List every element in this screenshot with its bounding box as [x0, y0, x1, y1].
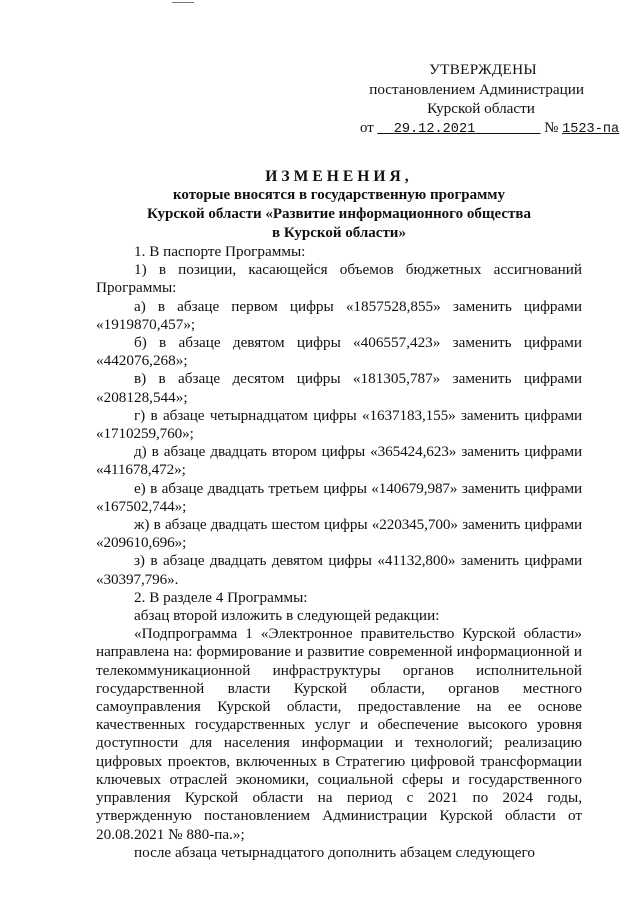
date-prefix: от	[360, 119, 374, 136]
title-line-3: в Курской области»	[272, 225, 406, 241]
paragraph-8: е) в абзаце двадцать третьем цифры «140679,987» заменить цифрами «167502,744»;	[96, 479, 582, 515]
paragraph-9: ж) в абзаце двадцать шестом цифры «220345,700» заменить цифрами «209610,696»;	[96, 516, 582, 552]
approval-block	[360, 60, 620, 139]
approved-by-line: постановлением Администрации	[369, 80, 584, 98]
paragraph-14: после абзаца четырнадцатого дополнить абзацем следующего	[134, 843, 535, 861]
approval-number: 1523-па	[562, 121, 620, 137]
paragraph-3: а) в абзаце первом цифры «1857528,855» заменить цифрами «1919870,457»;	[96, 297, 582, 333]
paragraph-4: б) в абзаце девятом цифры «406557,423» заменить цифрами «442076,268»;	[96, 334, 582, 370]
paragraph-12: абзац второй изложить в следующей редакции:	[134, 607, 440, 625]
title-line-1: которые вносятся в государственную программу	[172, 187, 506, 203]
title-line-2: Курской области «Развитие информационного общества	[147, 206, 531, 222]
document-body	[96, 243, 582, 862]
paragraph-6: г) в абзаце четырнадцатом цифры «1637183,155» заменить цифрами «1710259,760»;	[96, 406, 582, 443]
scan-mark	[172, 2, 194, 3]
paragraph-7: д) в абзаце двадцать втором цифры «365424,623» заменить цифрами «411678,472»;	[96, 443, 582, 479]
title-main: ИЗМЕНЕНИЯ,	[265, 168, 413, 185]
paragraph-11: 2. В разделе 4 Программы:	[134, 588, 308, 606]
paragraph-2: 1) в позиции, касающейся объемов бюджетных ассигнований Программы:	[96, 261, 582, 297]
paragraph-5: в) в абзаце десятом цифры «181305,787» заменить цифрами «208128,544»;	[96, 370, 582, 406]
number-prefix: №	[544, 119, 559, 136]
approval-date-line	[360, 119, 620, 140]
paragraph-13: «Подпрограмма 1 «Электронное правительство Курской области» направлена на: формирование и развитие современной информационной и телекоммуникационной инфраструктуры органов исполнительной государственной власти Курской области, органов местного самоуправления Курской области, предоставление на ее основе качественных государственных услуг и обеспечение высокого уровня доступности для населения информации и технологий; реализацию цифровых проектов, включенных в Стратегию цифровой трансформации ключевых отраслей экономики, социальной сферы и государственного управления Курской области на период с 2021 по 2024 годы, утвержденную постановлением Администрации Курской области от 20.08.2021 № 880-па.»;	[96, 625, 582, 843]
approved-region: Курской области	[427, 100, 535, 117]
approval-date: 29.12.2021	[393, 121, 476, 137]
document-title	[96, 167, 582, 243]
paragraph-10: з) в абзаце двадцать девятом цифры «41132,800» заменить цифрами «30397,796».	[96, 552, 582, 588]
paragraph-1: 1. В паспорте Программы:	[134, 243, 306, 260]
approved-heading: УТВЕРЖДЕНЫ	[429, 61, 537, 78]
